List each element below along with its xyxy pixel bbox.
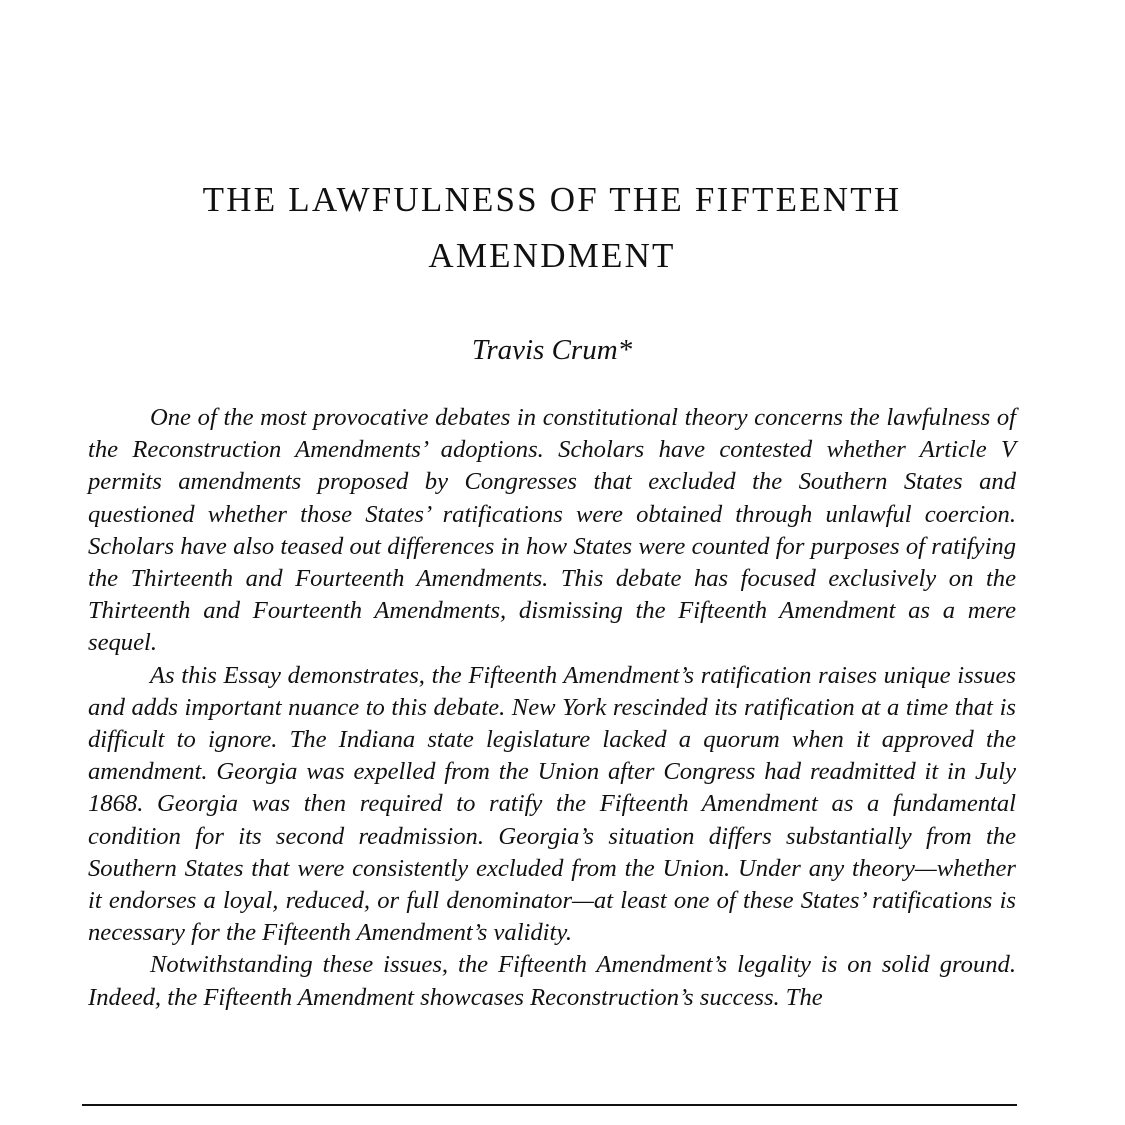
abstract-paragraph-2: As this Essay demonstrates, the Fifteenth Amendment’s ratification raises unique issues and adds important nuance to this debate. New York rescinded its ratification at a time that is difficult to ignore. The Indiana state legislature lacked a quorum when it approved the amendment. Georgia was expelled from the Union after Congress had readmitted it in July 1868. Georgia was then required to ratify the Fifteenth Amendment as a fundamental condition for its second readmission. Georgia’s situation differs substantially from the Southern States that were consistently excluded from the Union. Under any theory—whether it endorses a loyal, reduced, or full denominator—at least one of these States’ ratifications is necessary for the Fifteenth Amendment’s validity. xyxy=(88,661,1016,947)
footnote-rule xyxy=(82,1104,1017,1106)
author-name: Travis Crum* xyxy=(471,334,633,366)
abstract-paragraph-3: Notwithstanding these issues, the Fifteenth Amendment’s legality is on solid ground. Indeed, the Fifteenth Amendment showcases Reconstruction’s success. The xyxy=(88,951,1016,1011)
abstract-paragraph-1: One of the most provocative debates in constitutional theory concerns the lawfulness of the Reconstruction Amendments’ adoptions. Scholars have contested whether Article V permits amendments proposed by Congresses that excluded the Southern States and questioned whether those States’ ratifications were obtained through unlawful coercion. Scholars have also teased out differences in how States were counted for purposes of ratifying the Thirteenth and Fourteenth Amendments. This debate has focused exclusively on the Thirteenth and Fourteenth Amendments, dismissing the Fifteenth Amendment as a mere sequel. xyxy=(88,404,1016,657)
abstract-body xyxy=(88,402,1016,1014)
article-title-line-1: THE LAWFULNESS OF THE FIFTEENTH xyxy=(202,180,902,219)
article-title xyxy=(88,172,1016,284)
article-title-line-2: AMENDMENT xyxy=(428,236,676,275)
